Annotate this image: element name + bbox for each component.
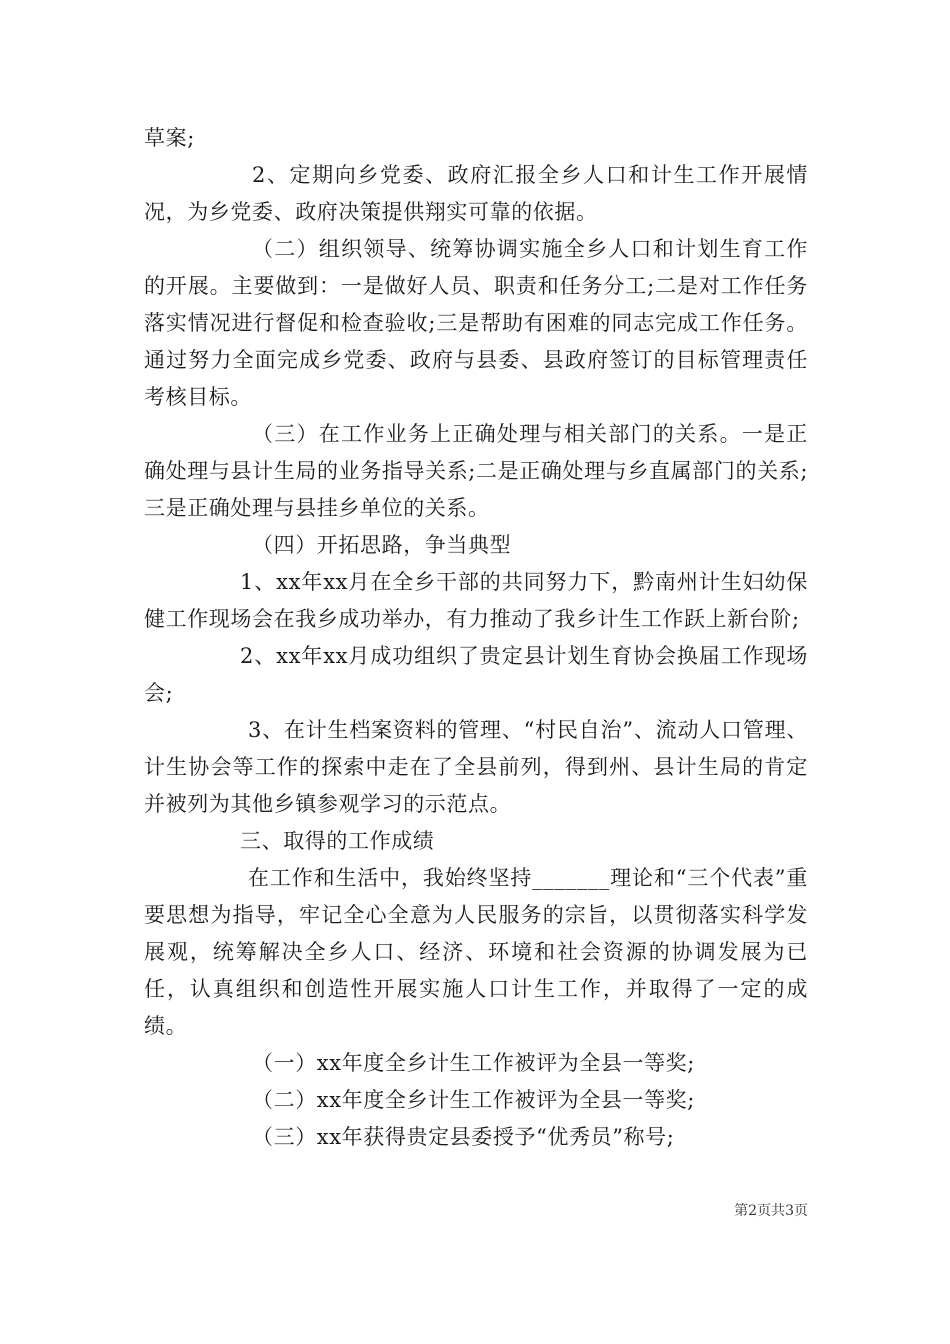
paragraph-7: 2、xx年xx月成功组织了贵定县计划生育协会换届工作现场会; <box>144 644 808 705</box>
paragraph-4: （三）在工作业务上正确处理与相关部门的关系。一是正确处理与县计生局的业务指导关系;二是正确处理与乡直属部门的关系;三是正确处理与县挂乡单位的关系。 <box>144 422 808 520</box>
paragraph-2: 2、定期向乡党委、政府汇报全乡人口和计生工作开展情况，为乡党委、政府决策提供翔实可靠的依据。 <box>144 163 808 224</box>
paragraph-1: 草案; <box>144 126 195 150</box>
paragraph-10: 在工作和生活中，我始终坚持_______理论和“三个代表”重要思想为指导，牢记全心全意为人民服务的宗旨，以贯彻落实科学发展观，统筹解决全乡人口、经济、环境和社会资源的协调发展为已任，认真组织和创造性开展实施人口计生工作，并取得了一定的成绩。 <box>144 866 808 1038</box>
section-heading: 三、取得的工作成绩 <box>240 829 435 853</box>
paragraph-13: （三）xx年获得贵定县委授予“优秀员”称号; <box>252 1125 675 1149</box>
paragraph-8: 3、在计生档案资料的管理、“村民自治”、流动人口管理、计生协会等工作的探索中走在了全县前列，得到州、县计生局的肯定并被列为其他乡镇参观学习的示范点。 <box>144 718 808 816</box>
document-body <box>144 120 808 1156</box>
paragraph-6: 1、xx年xx月在全乡干部的共同努力下，黔南州计生妇幼保健工作现场会在我乡成功举办，有力推动了我乡计生工作跃上新台阶; <box>144 570 808 631</box>
page-number-footer: 第2页共3页 <box>734 1203 808 1219</box>
paragraph-5: （四）开拓思路，争当典型 <box>252 533 512 557</box>
paragraph-11: （一）xx年度全乡计生工作被评为全县一等奖; <box>252 1051 695 1075</box>
paragraph-3: （二）组织领导、统筹协调实施全乡人口和计划生育工作的开展。主要做到：一是做好人员、职责和任务分工;二是对工作任务落实情况进行督促和检查验收;三是帮助有困难的同志完成工作任务。通过努力全面完成乡党委、政府与县委、县政府签订的目标管理责任考核目标。 <box>144 237 808 409</box>
paragraph-12: （二）xx年度全乡计生工作被评为全县一等奖; <box>252 1088 695 1112</box>
